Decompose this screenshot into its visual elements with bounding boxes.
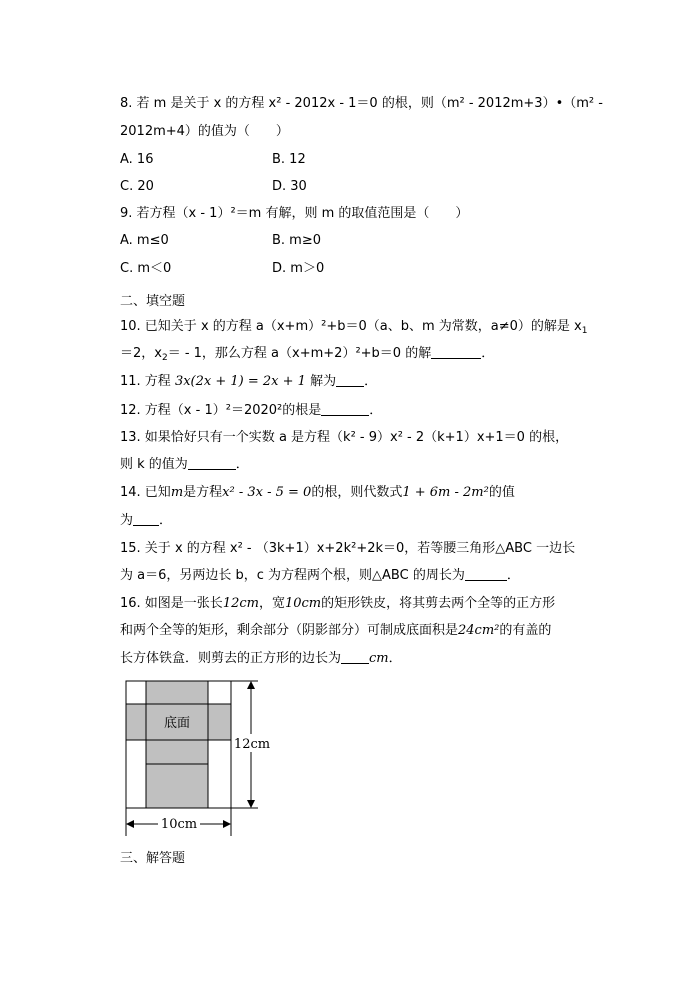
q9-option-a: A. m≤0 [120,233,169,248]
q14-expression: 1 + 6m - 2m² [402,485,489,500]
q16-pre: 16. 如图是一张长 [120,596,223,611]
q12-answer-blank[interactable] [321,403,369,416]
q13-end: ． [235,457,249,472]
q11-end: ． [364,374,378,389]
q15-answer-blank[interactable] [465,568,507,581]
q8-option-b: B. 12 [272,152,306,167]
q8-option-d: D. 30 [272,179,307,194]
q11-pre: 11. 方程 [120,374,171,389]
q10-sub-1: 1 [581,326,588,336]
q16-end: ． [388,651,402,666]
q14-stem-line2 [120,512,172,530]
q14-equation: x² - 3x - 5 = 0 [222,485,312,500]
q9-stem: 9. 若方程（x - 1）²＝m 有解，则 m 的取值范围是（ ） [120,206,469,221]
q16-stem-line2 [120,622,551,640]
q14-pre: 14. 已知 [120,485,171,500]
q8-stem-line1: 8. 若 m 是关于 x 的方程 x² - 2012x - 1＝0 的根，则（m² - 2012m+3）•（m² - [120,96,603,111]
q14-stem-line1 [120,484,515,502]
q16-unit: cm [369,651,389,666]
q10-text-2: ＝2，x [120,346,162,361]
q13-stem-line2 [120,456,249,474]
q10-end: ． [481,346,495,361]
q10-answer-blank[interactable] [431,346,481,359]
shaded-lower-strip [146,740,208,764]
q8-stem-line2: 2012m+4）的值为（ ） [120,124,289,139]
q12-end: ． [369,403,383,418]
q11-stem [120,373,377,391]
q8-option-a: A. 16 [120,152,154,167]
q10-text-3: ＝ - 1，那么方程 a（x+m+2）²+b＝0 的解 [167,346,432,361]
iron-sheet-figure [118,676,278,838]
q16-width: 10cm [284,596,322,611]
height-arrow-bottom [247,800,255,808]
q14-m: m [170,485,184,500]
q14-mid: 是方程 [183,485,223,500]
q15-stem-line2 [120,567,520,585]
q14-line2-pre: 为 [120,513,134,528]
shaded-top-strip [146,681,208,704]
q16-line2-post: 的有盖的 [499,623,552,638]
base-label: 底面 [163,716,191,731]
q12-stem [120,402,382,420]
q9-option-b: B. m≥0 [272,233,322,248]
q15-stem-line1: 15. 关于 x 的方程 x² - （3k+1）x+2k²+2k＝0，若等腰三角形△ABC 一边长 [120,541,576,556]
q13-stem-line1: 13. 如果恰好只有一个实数 a 是方程（k² - 9）x² - 2（k+1）x+1＝0 的根， [120,430,569,445]
q16-length: 12cm [222,596,259,611]
q13-answer-blank[interactable] [188,457,236,470]
shaded-right-flap [208,704,231,740]
q16-stem-line3 [120,650,402,668]
width-arrow-left [126,820,134,828]
q10-stem-line1 [120,318,587,336]
q16-stem-line1 [120,595,555,613]
height-label: 12cm [233,737,271,752]
q16-post: 的矩形铁皮，将其剪去两个全等的正方形 [321,596,556,611]
q10-text-1: 10. 已知关于 x 的方程 a（x+m）²+b＝0（a、b、m 为常数，a≠0）的解是 x [120,319,582,334]
section-heading-fill-in: 二、填空题 [120,294,186,309]
shaded-parts [126,681,231,808]
shaded-bottom-part [146,764,208,808]
q16-answer-blank[interactable] [341,651,369,664]
q13-pre: 则 k 的值为 [120,457,188,472]
width-arrow-right [223,820,231,828]
section-heading-solutions: 三、解答题 [120,851,186,866]
shaded-left-flap [126,704,146,740]
height-arrow-top [247,681,255,689]
q11-equation: 3x(2x + 1) = 2x + 1 [174,374,306,389]
q10-sub-2: 2 [161,353,168,363]
q15-pre: 为 a＝6，另两边长 b，c 为方程两个根，则△ABC 的周长为 [120,568,465,583]
q14-end: ． [159,513,173,528]
q16-line3-pre: 长方体铁盒．则剪去的正方形的边长为 [120,651,342,666]
q14-mid2: 的根，则代数式 [311,485,403,500]
q9-option-c: C. m＜0 [120,261,172,276]
q12-pre: 12. 方程（x - 1）²＝2020²的根是 [120,403,322,418]
q11-post: 解为 [310,374,337,389]
q15-end: ． [506,568,520,583]
q14-answer-blank[interactable] [133,513,159,526]
q10-stem-line2 [120,345,494,363]
q16-area: 24cm² [458,623,500,638]
q11-answer-blank[interactable] [336,374,364,387]
width-label: 10cm [160,817,198,832]
q9-option-d: D. m＞0 [272,261,325,276]
q8-option-c: C. 20 [120,179,154,194]
q16-mid: ，宽 [258,596,285,611]
q16-line2-pre: 和两个全等的矩形，剩余部分（阴影部分）可制成底面积是 [120,623,459,638]
q14-post: 的值 [488,485,515,500]
